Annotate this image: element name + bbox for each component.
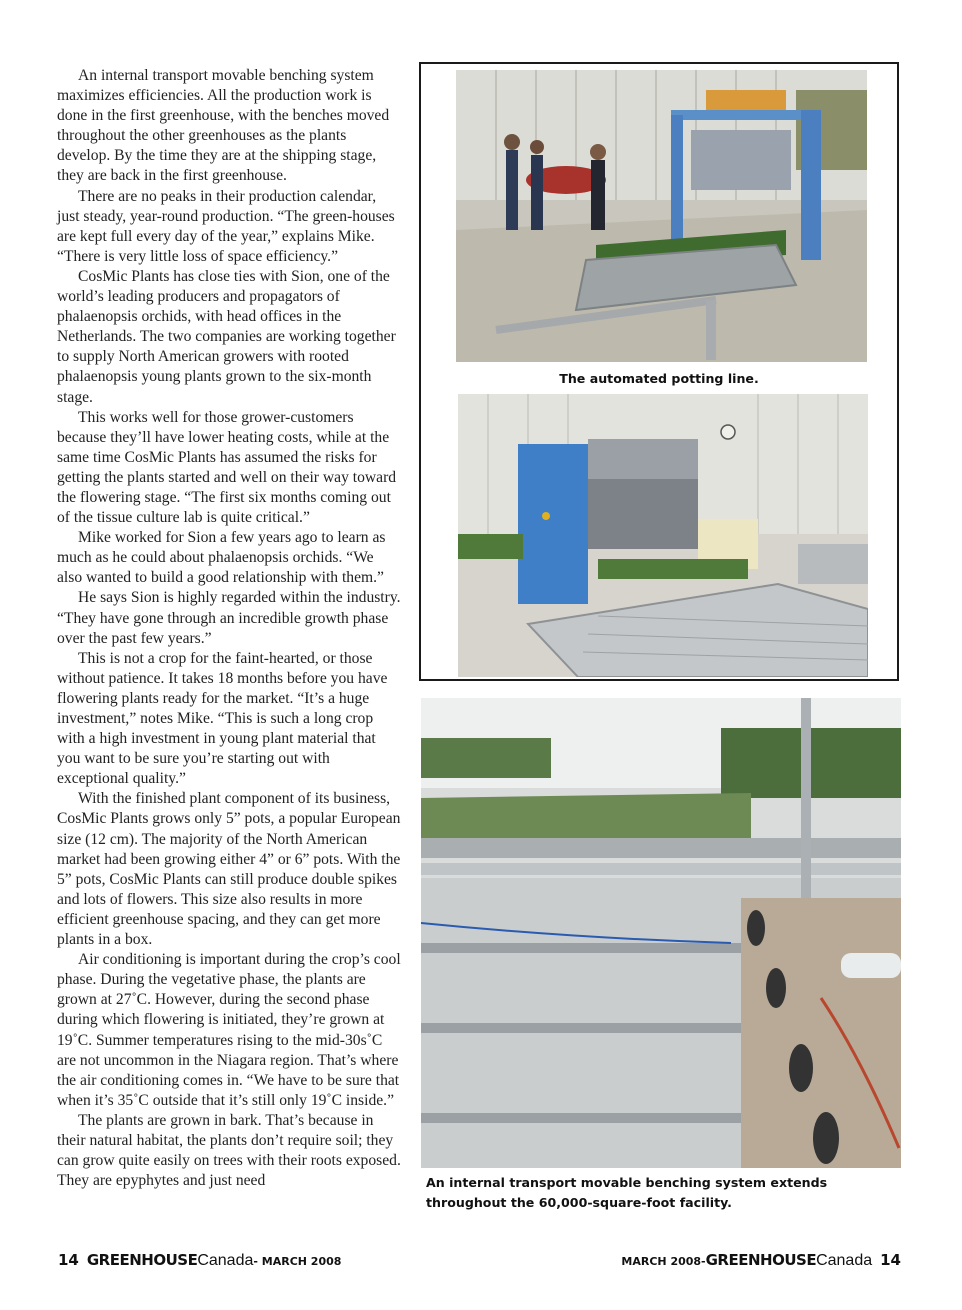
article-paragraph: He says Sion is highly regarded within the industry. “They have gone through an incredible growth phase over the past few years.” <box>57 589 401 647</box>
issue-date: MARCH 2008- <box>621 1255 706 1268</box>
potting-line-caption: The automated potting line. <box>559 371 759 386</box>
footer-right <box>621 1251 901 1270</box>
page-number: 14 <box>880 1251 901 1269</box>
potting-line-photo-1 <box>456 70 867 362</box>
photo-box <box>419 62 899 681</box>
brand-name-bold: GREENHOUSE <box>86 1251 198 1269</box>
benching-photo <box>421 698 901 1168</box>
article-paragraph: Mike worked for Sion a few years ago to learn as much as he could about phalaenopsis orchids. “We also wanted to build a good relationship with them.” <box>57 529 386 587</box>
article-paragraph: With the finished plant component of its business, CosMic Plants grows only 5” pots, a popular European size (12 cm). The majority of the North American market had been growing either 4” or 6” pots. With the 5” pots, CosMic Plants can still produce double spikes and lots of flowers. This size also results in more efficient greenhouse spacing, and they can get more plants in a box. <box>57 790 401 949</box>
brand-name-light: Canada <box>197 1252 254 1269</box>
page-number: 14 <box>58 1251 79 1269</box>
benching-caption: An internal transport movable benching system extends throughout the 60,000-square-foot facility. <box>426 1175 828 1210</box>
article-column <box>57 66 402 1191</box>
article-paragraph: This works well for those grower-customers because they’ll have lower heating costs, while at the same time CosMic Plants has assumed the risks for getting the plants started and well on their way toward the flowering stage. “The first six months coming out of the tissue culture lab is quite critical.” <box>57 408 397 527</box>
brand-name-bold: GREENHOUSE <box>705 1251 817 1269</box>
potting-line-photo-2 <box>458 394 868 677</box>
article-paragraph: This is not a crop for the faint-hearted, or those without patience. It takes 18 months before you have flowering plants ready for the market. “It’s a huge investment,” notes Mike. “This is such a long crop with a high investment in young plant material that you want to be sure you’re starting out with exceptional quality.” <box>57 649 388 788</box>
article-paragraph: Air conditioning is important during the crop’s cool phase. During the vegetative phase, the plants are grown at 27˚C. However, during the second phase during which flowering is initiated, they’re grown at 19˚C. Summer temperatures rising to the mid-30s˚C are not uncommon in the Niagara region. That’s where the air conditioning comes in. “We have to be sure that when it’s 35˚C outside that it’s still only 19˚C inside.” <box>57 951 401 1109</box>
article-paragraph: CosMic Plants has close ties with Sion, one of the world’s leading producers and propagators of phalaenopsis orchids, with head offices in the Netherlands. The two companies are working together to supply North American growers with rooted phalaenopsis young plants grown to the six-month stage. <box>57 267 396 406</box>
article-paragraph: The plants are grown in bark. That’s because in their natural habitat, the plants don’t require soil; they can grow quite easily on trees with their roots exposed. They are epyphytes and just need <box>57 1111 401 1190</box>
brand-name-light: Canada <box>816 1252 873 1269</box>
footer-left <box>58 1251 341 1270</box>
issue-date: - MARCH 2008 <box>253 1255 342 1268</box>
article-paragraph: An internal transport movable benching system maximizes efficiencies. All the production work is done in the first greenhouse, with the benches moved throughout the other greenhouses as the plants develop. By the time they are at the shipping stage, they are back in the first greenhouse. <box>57 67 390 185</box>
article-paragraph: There are no peaks in their production calendar, just steady, year-round production. “The green-houses are kept full every day of the year,” explains Mike. “There is very little loss of space efficiency.” <box>57 187 395 265</box>
